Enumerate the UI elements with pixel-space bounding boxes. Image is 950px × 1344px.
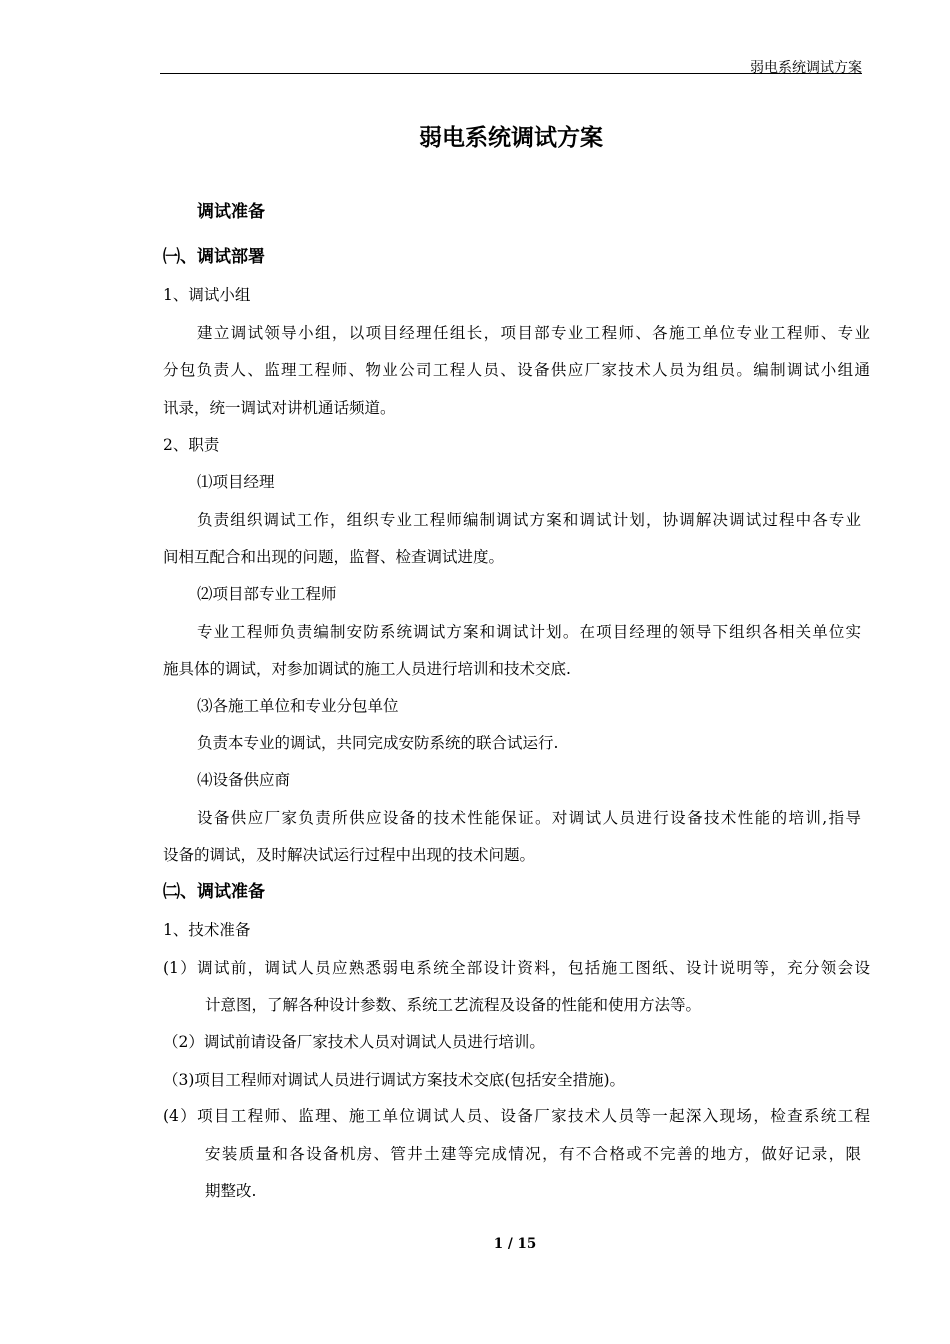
list-item-line: (4）项目工程师、监理、施工单位调试人员、设备厂家技术人员等一起深入现场，检查系统工程	[163, 1107, 870, 1125]
part1-heading: ㈠、调试部署	[163, 247, 265, 267]
paragraph-line: 设备供应厂家负责所供应设备的技术性能保证。对调试人员进行设备技术性能的培训,指导	[197, 809, 861, 827]
paragraph-line: 设备的调试，及时解决试运行过程中出现的技术问题。	[163, 846, 536, 864]
header-rule	[160, 73, 862, 74]
list-item-line: （2）调试前请设备厂家技术人员对调试人员进行培训。	[163, 1033, 545, 1051]
list-item-line: (1）调试前，调试人员应熟悉弱电系统全部设计资料，包括施工图纸、设计说明等，充分领会设	[163, 959, 870, 977]
role-title: ⑷设备供应商	[197, 771, 291, 789]
list-item-line: 期整改.	[205, 1182, 257, 1200]
page-number: 1 / 15	[493, 1236, 537, 1252]
role-title: ⑶各施工单位和专业分包单位	[197, 697, 399, 715]
item2-heading: 2、职责	[163, 436, 220, 454]
part2-item1-heading: 1、技术准备	[163, 921, 251, 939]
item1-heading: 1、调试小组	[163, 286, 251, 304]
paragraph-line: 建立调试领导小组，以项目经理任组长，项目部专业工程师、各施工单位专业工程师、专业	[197, 324, 870, 342]
page-header-title: 弱电系统调试方案	[750, 60, 862, 76]
paragraph-line: 负责组织调试工作，组织专业工程师编制调试方案和调试计划，协调解决调试过程中各专业	[197, 511, 861, 529]
paragraph-line: 分包负责人、监理工程师、物业公司工程人员、设备供应厂家技术人员为组员。编制调试小组通	[163, 361, 870, 379]
paragraph-line: 讯录，统一调试对讲机通话频道。	[163, 399, 396, 417]
paragraph-line: 间相互配合和出现的问题，监督、检查调试进度。	[163, 548, 505, 566]
role-title: ⑴项目经理	[197, 473, 275, 491]
section-heading: 调试准备	[197, 202, 265, 222]
part2-heading: ㈡、调试准备	[163, 882, 265, 902]
list-item-line: 计意图，了解各种设计参数、系统工艺流程及设备的性能和使用方法等。	[205, 996, 702, 1014]
paragraph-line: 施具体的调试，对参加调试的施工人员进行培训和技术交底.	[163, 660, 571, 678]
paragraph-line: 专业工程师负责编制安防系统调试方案和调试计划。在项目经理的领导下组织各相关单位实	[197, 623, 861, 641]
role-title: ⑵项目部专业工程师	[197, 585, 337, 603]
list-item-line: 安装质量和各设备机房、管井土建等完成情况，有不合格或不完善的地方，做好记录，限	[205, 1145, 861, 1163]
list-item-line: （3)项目工程师对调试人员进行调试方案技术交底(包括安全措施)。	[163, 1071, 626, 1089]
paragraph-line: 负责本专业的调试，共同完成安防系统的联合试运行.	[197, 734, 559, 752]
document-title: 弱电系统调试方案	[419, 124, 603, 151]
